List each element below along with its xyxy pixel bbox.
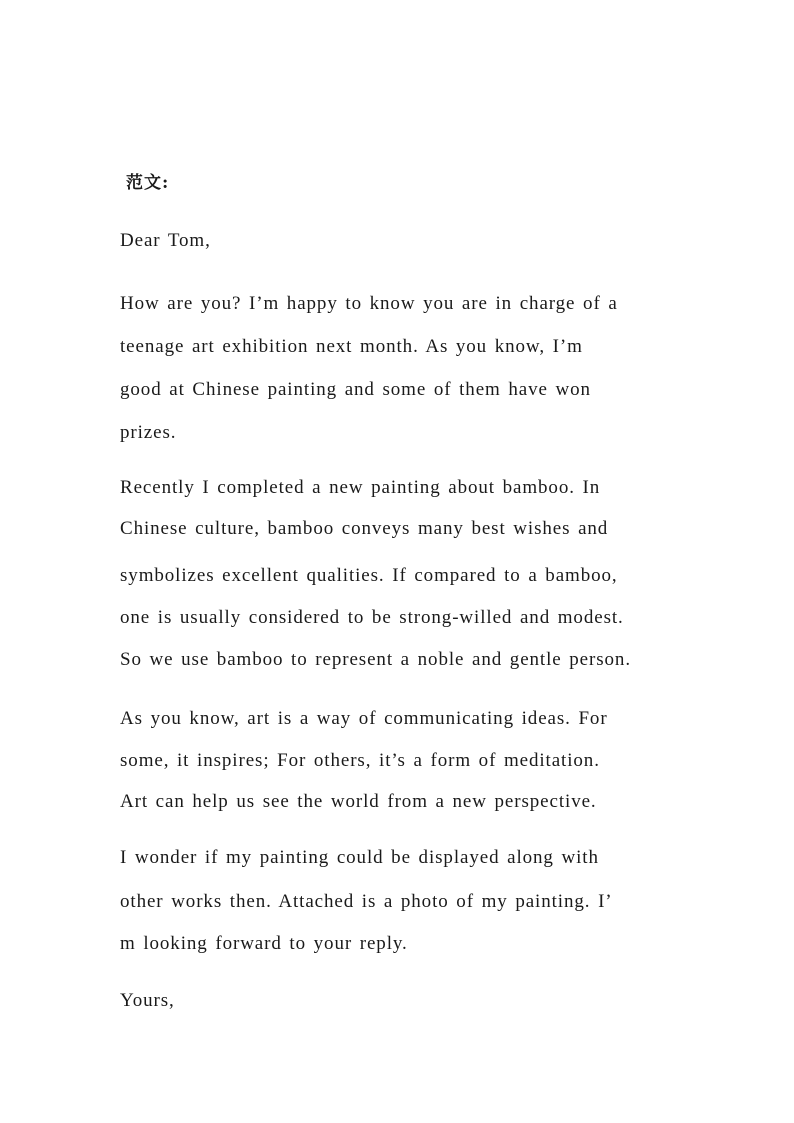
paragraph-line: other works then. Attached is a photo of my painting. I’	[120, 891, 613, 912]
paragraph-line: I wonder if my painting could be displayed along with	[120, 847, 599, 868]
paragraph-line: prizes.	[120, 422, 177, 443]
paragraph-line: How are you? I’m happy to know you are in charge of a	[120, 293, 618, 314]
paragraph-line: As you know, art is a way of communicating ideas. For	[120, 708, 608, 729]
paragraph-line: some, it inspires; For others, it’s a form of meditation.	[120, 750, 600, 771]
paragraph-line: one is usually considered to be strong-willed and modest.	[120, 607, 624, 628]
paragraph-line: Recently I completed a new painting about bamboo. In	[120, 477, 601, 498]
paragraph-line: Chinese culture, bamboo conveys many best wishes and	[120, 518, 609, 539]
heading-model-essay: 范文:	[126, 173, 170, 193]
paragraph-line: teenage art exhibition next month. As you know, I’m	[120, 336, 583, 357]
paragraph-line: symbolizes excellent qualities. If compared to a bamboo,	[120, 565, 618, 586]
paragraph-line: good at Chinese painting and some of them have won	[120, 379, 591, 400]
greeting: Dear Tom,	[120, 230, 211, 251]
closing: Yours,	[120, 990, 175, 1011]
paragraph-line: So we use bamboo to represent a noble and gentle person.	[120, 649, 631, 670]
paragraph-line: Art can help us see the world from a new perspective.	[120, 791, 597, 812]
paragraph-line: m looking forward to your reply.	[120, 933, 408, 954]
